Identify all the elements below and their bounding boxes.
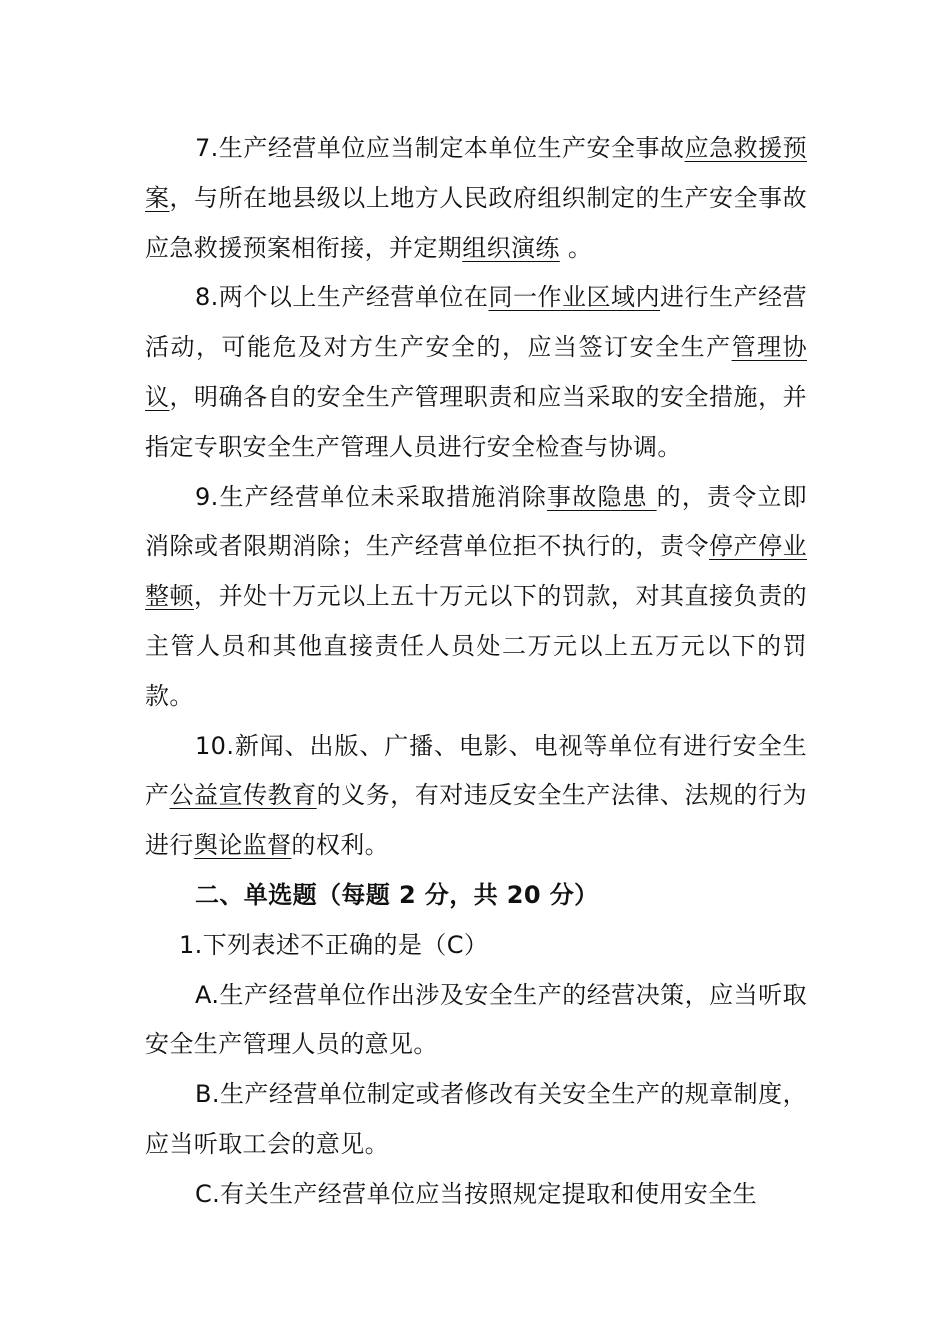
underlined-answer: 应急救援预案 <box>145 134 808 212</box>
fill-blank-item-7 <box>145 124 807 273</box>
item-text: 9.生产经营单位未采取措施消除 <box>195 482 548 511</box>
item-text: ，并处十万元以上五十万元以下的罚款，对其直接负责的主管人员和其他直接责任人员处二万元以上五万元以下的罚款。 <box>145 582 807 710</box>
fill-blank-item-8 <box>145 273 807 472</box>
fill-blank-item-10 <box>145 722 807 871</box>
item-text: 8.两个以上生产经营单位在 <box>195 283 489 312</box>
underlined-answer: 停产停业整顿 <box>145 532 807 611</box>
document-page <box>145 124 807 1220</box>
question-stem: 1.下列表述不正确的是（C） <box>179 930 489 959</box>
item-text: 的，责令立即消除或者限期消除；生产经营单位拒不执行的，责令 <box>145 482 807 561</box>
item-text: 7.生产经营单位应当制定本单位生产安全事故 <box>195 134 685 162</box>
underlined-answer: 同一作业区域内 <box>488 283 661 312</box>
item-text: ，与所在地县级以上地方人民政府组织制定的生产安全事故应急救援预案相衔接，并定期 <box>145 183 807 262</box>
fill-blank-item-9 <box>145 473 807 722</box>
option-c: C.有关生产经营单位应当按照规定提取和使用安全生 <box>195 1179 757 1208</box>
item-text: 进行生产经营活动，可能危及对方生产安全的，应当签订安全生产 <box>145 283 807 362</box>
item-text: 。 <box>559 233 593 262</box>
item-text: 10.新闻、出版、广播、电影、电视等单位有进行安全生产 <box>145 731 807 810</box>
underlined-answer: 组织演练 <box>462 233 560 262</box>
option-a: A.生产经营单位作出涉及安全生产的经营决策，应当听取安全生产管理人员的意见。 <box>145 980 807 1059</box>
section-heading: 二、单选题（每题 2 分，共 20 分） <box>195 880 599 909</box>
item-text: ，明确各自的安全生产管理职责和应当采取的安全措施，并指定专职安全生产管理人员进行安全检查与协调。 <box>145 382 807 461</box>
item-text: 的权利。 <box>291 831 390 860</box>
underlined-answer: 舆论监督 <box>193 831 292 860</box>
underlined-answer: 事故隐患 <box>547 482 657 511</box>
underlined-answer: 管理协议 <box>145 333 808 411</box>
item-text: 的义务，有对违反安全生产法律、法规的行为进行 <box>145 781 807 860</box>
underlined-answer: 公益宣传教育 <box>169 781 317 810</box>
option-b: B.生产经营单位制定或者修改有关安全生产的规章制度，应当听取工会的意见。 <box>145 1080 807 1158</box>
